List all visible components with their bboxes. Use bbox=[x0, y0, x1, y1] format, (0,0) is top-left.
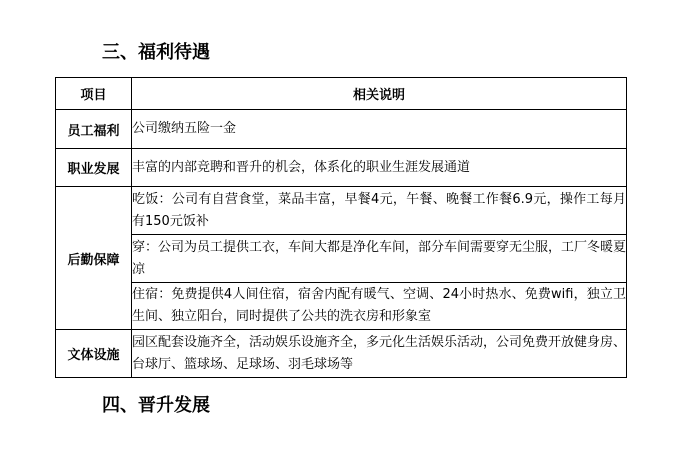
description-cell: 吃饭：公司有自营食堂，菜品丰富，早餐4元，午餐、晚餐工作餐6.9元，操作工每月有150元饭补 bbox=[132, 187, 627, 235]
table-row bbox=[56, 235, 627, 283]
section-heading-promotion: 四、晋升发展 bbox=[102, 395, 210, 416]
description-cell: 园区配套设施齐全，活动娱乐设施齐全，多元化生活娱乐活动，公司免费开放健身房、台球厅、篮球场、足球场、羽毛球场等 bbox=[132, 330, 627, 378]
table-header-row bbox=[56, 78, 627, 110]
table-row bbox=[56, 330, 627, 378]
section-heading-welfare: 三、福利待遇 bbox=[102, 42, 210, 63]
column-header-item: 项目 bbox=[56, 78, 132, 110]
description-cell: 住宿：免费提供4人间住宿，宿舍内配有暖气、空调、24小时热水、免费wifi，独立卫生间、独立阳台，同时提供了公共的洗衣房和形象室 bbox=[132, 283, 627, 330]
table-row bbox=[56, 283, 627, 330]
category-cell: 员工福利 bbox=[56, 110, 132, 149]
benefits-table bbox=[55, 77, 627, 378]
category-cell: 后勤保障 bbox=[56, 187, 132, 330]
description-cell: 公司缴纳五险一金 bbox=[132, 110, 627, 149]
description-cell: 穿：公司为员工提供工衣，车间大都是净化车间，部分车间需要穿无尘服，工厂冬暖夏凉 bbox=[132, 235, 627, 283]
description-cell: 丰富的内部竞聘和晋升的机会，体系化的职业生涯发展通道 bbox=[132, 149, 627, 187]
column-header-description: 相关说明 bbox=[132, 78, 627, 110]
table-row bbox=[56, 149, 627, 187]
category-cell: 职业发展 bbox=[56, 149, 132, 187]
table-row bbox=[56, 110, 627, 149]
category-cell: 文体设施 bbox=[56, 330, 132, 378]
table-row bbox=[56, 187, 627, 235]
